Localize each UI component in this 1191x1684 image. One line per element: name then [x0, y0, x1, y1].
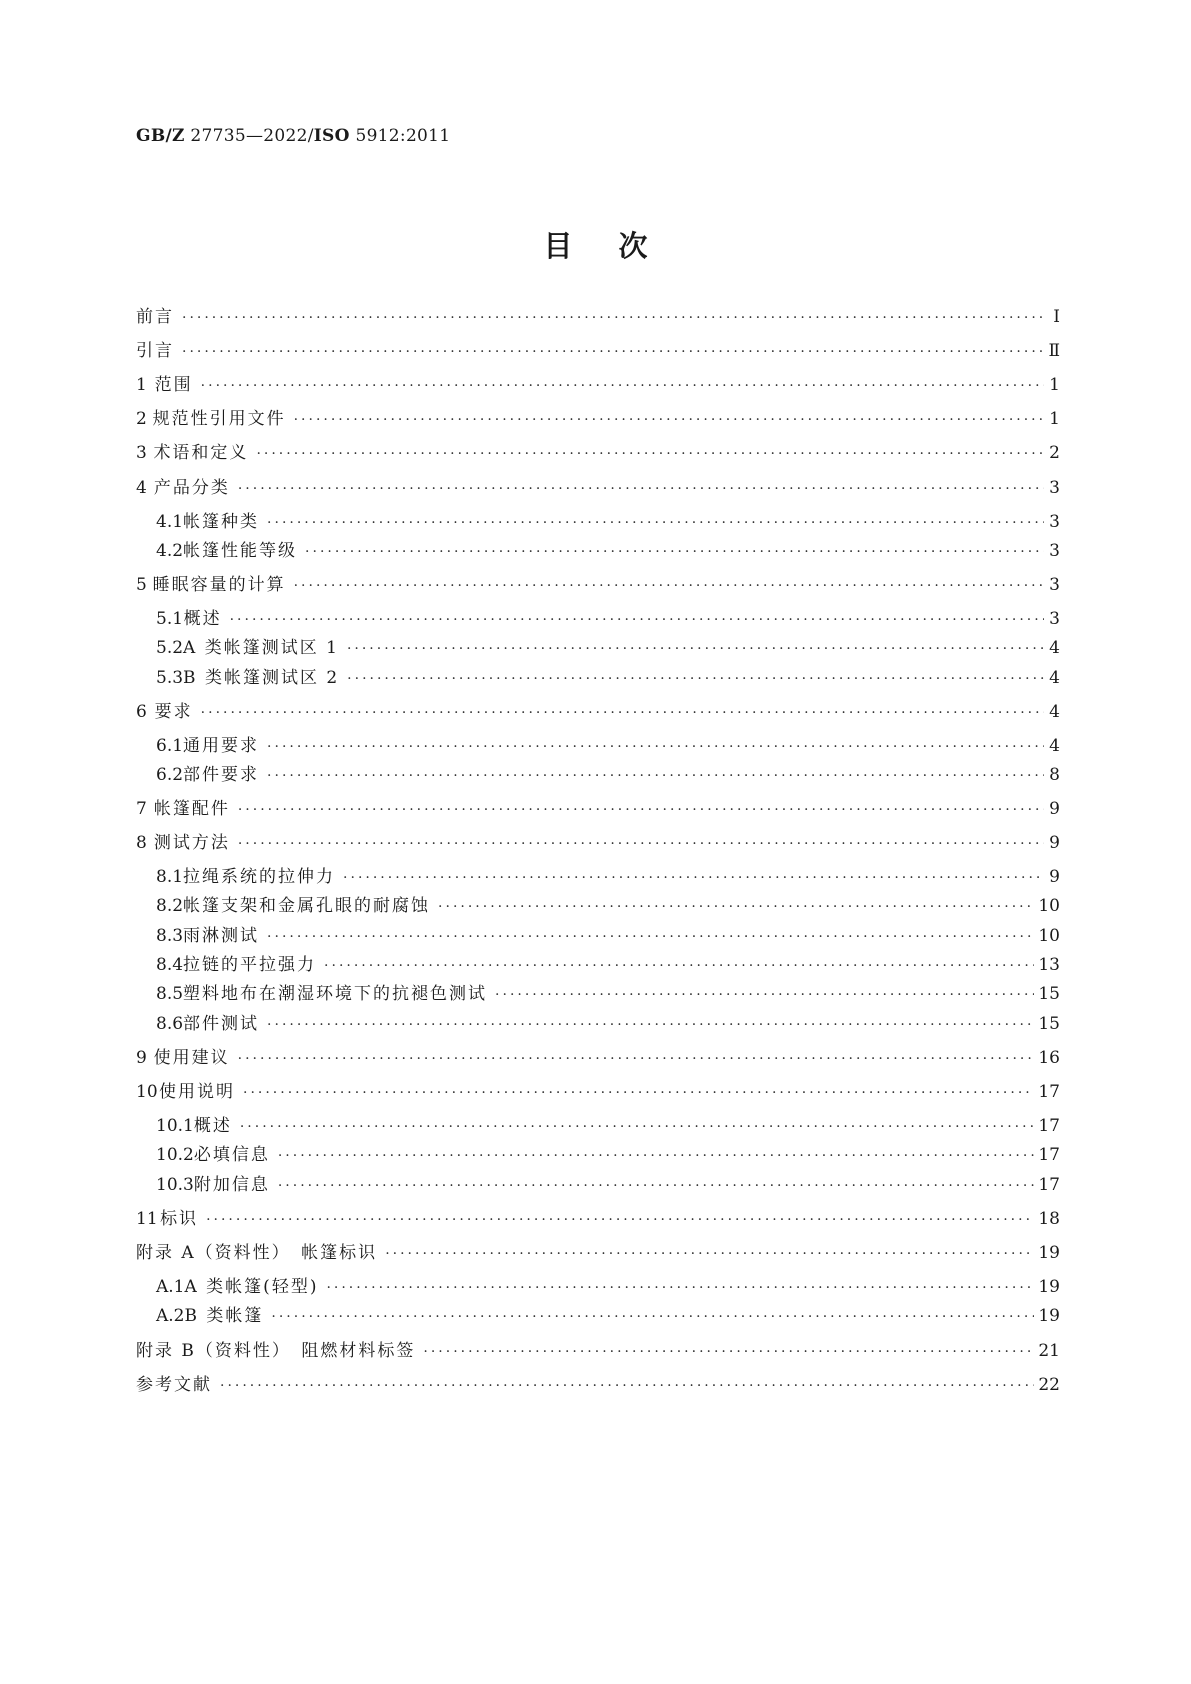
toc-entry-number: 8.4 [156, 955, 184, 975]
toc-entry-page: 2 [1049, 443, 1060, 463]
toc-entry-page: 4 [1049, 736, 1060, 756]
toc-leader [238, 831, 1044, 857]
toc-entry-page: 3 [1049, 609, 1060, 629]
toc-entry-bibliography[interactable] [136, 1372, 1060, 1398]
toc-entry-title: 标识 [160, 1209, 199, 1229]
toc-entry-number: 8.3 [156, 926, 184, 946]
toc-entry-page: 3 [1049, 575, 1060, 595]
toc-entry-title: 附录 A（资料性） 帐篷标识 [136, 1243, 378, 1263]
toc-entry-number: 5.2 [156, 638, 184, 658]
toc-entry-title: 塑料地布在潮湿环境下的抗褪色测试 [183, 984, 488, 1004]
toc-entry-9[interactable] [136, 1045, 1060, 1071]
toc-entry-title: B 类帐篷 [184, 1306, 264, 1326]
toc-leader [230, 607, 1044, 633]
toc-entry-10-2[interactable] [156, 1142, 1060, 1168]
toc-entry-page: 10 [1038, 896, 1060, 916]
toc-entry-introduction[interactable] [136, 338, 1060, 364]
toc-entry-number: 10.1 [156, 1116, 194, 1136]
toc-entry-title: B 类帐篷测试区 2 [183, 668, 340, 688]
toc-leader [423, 1339, 1034, 1365]
toc-entry-page: 19 [1038, 1306, 1060, 1326]
toc-leader [267, 1012, 1034, 1038]
toc-entry-page: 19 [1038, 1243, 1060, 1263]
toc-entry-title: 附录 B（资料性） 阻燃材料标签 [136, 1341, 416, 1361]
toc-leader [294, 573, 1044, 599]
toc-entry-title: 概述 [193, 1116, 232, 1136]
toc-entry-page: Ⅱ [1048, 341, 1060, 361]
toc-entry-title: 睡眠容量的计算 [152, 575, 286, 595]
toc-entry-page: 1 [1049, 409, 1060, 429]
toc-entry-number: 8.5 [156, 984, 184, 1004]
toc-entry-title: 要求 [154, 702, 193, 722]
toc-entry-8-5[interactable] [156, 981, 1060, 1007]
toc-entry-number: 5.1 [156, 609, 184, 629]
toc-entry-number: 8.1 [156, 867, 184, 887]
toc-entry-page: 17 [1038, 1116, 1060, 1136]
toc-entry-3[interactable] [136, 440, 1060, 466]
toc-entry-8-1[interactable] [156, 864, 1060, 890]
toc-entry-title: 帐篷支架和金属孔眼的耐腐蚀 [183, 896, 431, 916]
toc-entry-title: 概述 [183, 609, 222, 629]
toc-entry-number: 10.3 [156, 1175, 194, 1195]
toc-leader [385, 1241, 1034, 1267]
toc-entry-page: 8 [1049, 765, 1060, 785]
toc-entry-page: Ⅰ [1053, 307, 1060, 327]
toc-entry-number: 4.2 [156, 541, 184, 561]
toc-entry-title: 必填信息 [193, 1145, 270, 1165]
toc-entry-page: 21 [1038, 1341, 1060, 1361]
toc-leader [238, 797, 1044, 823]
toc-entry-number: 2 [136, 409, 147, 429]
toc-entry-a-1[interactable] [156, 1274, 1060, 1300]
toc-entry-10-3[interactable] [156, 1172, 1060, 1198]
toc-leader [267, 734, 1044, 760]
toc-entry-number: 3 [136, 443, 147, 463]
toc-entry-title: 参考文献 [136, 1375, 212, 1395]
toc-entry-number: 6 [136, 702, 147, 722]
toc-entry-number: 5.3 [156, 668, 184, 688]
toc-entry-page: 13 [1038, 955, 1060, 975]
toc-entry-6-1[interactable] [156, 733, 1060, 759]
toc-entry-title: 帐篷配件 [153, 799, 230, 819]
toc-leader [343, 865, 1044, 891]
toc-entry-page: 18 [1038, 1209, 1060, 1229]
toc-entry-page: 9 [1049, 867, 1060, 887]
toc-entry-5-1[interactable] [156, 606, 1060, 632]
toc-entry-page: 22 [1038, 1375, 1060, 1395]
toc-leader [182, 305, 1044, 331]
toc-entry-title: 帐篷性能等级 [183, 541, 298, 561]
toc-entry-annex-a[interactable] [136, 1240, 1060, 1266]
toc-entry-title: 通用要求 [183, 736, 260, 756]
toc-entry-number: 10 [136, 1082, 158, 1102]
toc-leader [326, 1275, 1034, 1301]
toc-entry-title: A 类帐篷测试区 1 [183, 638, 339, 658]
toc-entry-page: 17 [1038, 1145, 1060, 1165]
toc-entry-annex-b[interactable] [136, 1338, 1060, 1364]
toc-heading: 目次 [543, 229, 694, 263]
toc-leader [347, 666, 1044, 692]
toc-entry-page: 15 [1038, 984, 1060, 1004]
toc-entry-10-1[interactable] [156, 1113, 1060, 1139]
toc-leader [240, 1114, 1035, 1140]
toc-entry-page: 4 [1049, 638, 1060, 658]
toc-entry-title: 引言 [136, 341, 174, 361]
toc-entry-number: 4 [136, 478, 147, 498]
toc-entry-1[interactable] [136, 372, 1060, 398]
toc-leader [220, 1373, 1034, 1399]
toc-entry-number: 8.2 [156, 896, 184, 916]
toc-entry-title: 拉链的平拉强力 [183, 955, 317, 975]
toc-entry-page: 1 [1049, 375, 1060, 395]
toc-entry-number: A.1 [156, 1277, 185, 1297]
toc-leader [278, 1173, 1035, 1199]
toc-entry-title: A 类帐篷(轻型) [184, 1277, 319, 1297]
toc-entry-number: 7 [136, 799, 147, 819]
toc-entry-8-6[interactable] [156, 1011, 1060, 1037]
toc-entry-page: 17 [1038, 1082, 1060, 1102]
toc-entry-7[interactable] [136, 796, 1060, 822]
toc-entry-8-4[interactable] [156, 952, 1060, 978]
toc-leader [495, 982, 1034, 1008]
toc-entry-page: 3 [1049, 541, 1060, 561]
toc-entry-title: 范围 [154, 375, 193, 395]
toc-entry-4-1[interactable] [156, 509, 1060, 535]
toc-leader [243, 1080, 1034, 1106]
toc-leader [267, 510, 1044, 536]
toc-entry-8-2[interactable] [156, 893, 1060, 919]
toc-entry-number: 5 [136, 575, 147, 595]
toc-leader [256, 441, 1044, 467]
toc-entry-number: 9 [136, 1048, 147, 1068]
toc-entry-title: 术语和定义 [153, 443, 249, 463]
toc-entry-title: 使用说明 [159, 1082, 235, 1102]
toc-entry-8[interactable] [136, 830, 1060, 856]
toc-entry-4-2[interactable] [156, 538, 1060, 564]
toc-leader [438, 894, 1034, 920]
toc-leader [267, 763, 1044, 789]
toc-entry-title: 规范性引用文件 [152, 409, 286, 429]
toc-entry-5-3[interactable] [156, 665, 1060, 691]
toc-entry-title: 附加信息 [193, 1175, 270, 1195]
toc-entry-page: 10 [1038, 926, 1060, 946]
toc-leader [206, 1207, 1034, 1233]
toc-entry-foreword[interactable] [136, 304, 1060, 330]
toc-entry-10[interactable] [136, 1079, 1060, 1105]
toc-leader [294, 407, 1044, 433]
toc-leader [201, 373, 1044, 399]
toc-entry-page: 4 [1049, 668, 1060, 688]
toc-leader [201, 700, 1044, 726]
toc-entry-number: 8.6 [156, 1014, 184, 1034]
toc-leader [238, 1046, 1035, 1072]
toc-entry-6-2[interactable] [156, 762, 1060, 788]
toc-entry-title: 产品分类 [153, 478, 230, 498]
toc-entry-4[interactable] [136, 475, 1060, 501]
toc-entry-number: 10.2 [156, 1145, 194, 1165]
toc-leader [278, 1143, 1035, 1169]
toc-entry-title: 拉绳系统的拉伸力 [183, 867, 336, 887]
toc-leader [347, 636, 1044, 662]
toc-entry-11[interactable] [136, 1206, 1060, 1232]
toc-entry-page: 17 [1038, 1175, 1060, 1195]
toc-entry-page: 16 [1038, 1048, 1060, 1068]
toc-entry-number: 8 [136, 833, 147, 853]
toc-entry-number: 6.2 [156, 765, 184, 785]
toc-entry-page: 19 [1038, 1277, 1060, 1297]
toc-entry-number: 1 [136, 375, 147, 395]
toc-entry-5[interactable] [136, 572, 1060, 598]
toc-leader [267, 924, 1034, 950]
toc-leader [271, 1304, 1034, 1330]
toc-entry-2[interactable] [136, 406, 1060, 432]
code-iso: ISO [313, 126, 350, 146]
code-number: 27735—2022/ [184, 126, 314, 146]
code-iso-number: 5912:2011 [349, 126, 451, 146]
toc-leader [182, 339, 1044, 365]
toc-entry-page: 15 [1038, 1014, 1060, 1034]
toc-entry-title: 前言 [136, 307, 174, 327]
toc-entry-title: 部件测试 [183, 1014, 260, 1034]
toc-entry-number: 11 [136, 1209, 158, 1229]
toc-entry-number: A.2 [156, 1306, 185, 1326]
toc-leader [324, 953, 1034, 979]
toc-entry-number: 6.1 [156, 736, 184, 756]
toc-entry-title: 使用建议 [153, 1048, 230, 1068]
toc-leader [238, 476, 1044, 502]
toc-entry-title: 部件要求 [183, 765, 260, 785]
toc-entry-a-2[interactable] [156, 1303, 1060, 1329]
code-prefix: GB/Z [136, 126, 185, 146]
toc-entry-title: 雨淋测试 [183, 926, 260, 946]
toc-entry-title: 测试方法 [153, 833, 230, 853]
toc-leader [305, 539, 1044, 565]
toc-entry-number: 4.1 [156, 512, 184, 532]
table-of-contents [136, 0, 1060, 1684]
toc-entry-page: 9 [1049, 833, 1060, 853]
toc-entry-5-2[interactable] [156, 635, 1060, 661]
toc-entry-8-3[interactable] [156, 923, 1060, 949]
toc-entry-page: 3 [1049, 478, 1060, 498]
toc-entry-page: 9 [1049, 799, 1060, 819]
toc-entry-6[interactable] [136, 699, 1060, 725]
toc-entry-page: 3 [1049, 512, 1060, 532]
toc-entry-page: 4 [1049, 702, 1060, 722]
toc-entry-title: 帐篷种类 [183, 512, 260, 532]
